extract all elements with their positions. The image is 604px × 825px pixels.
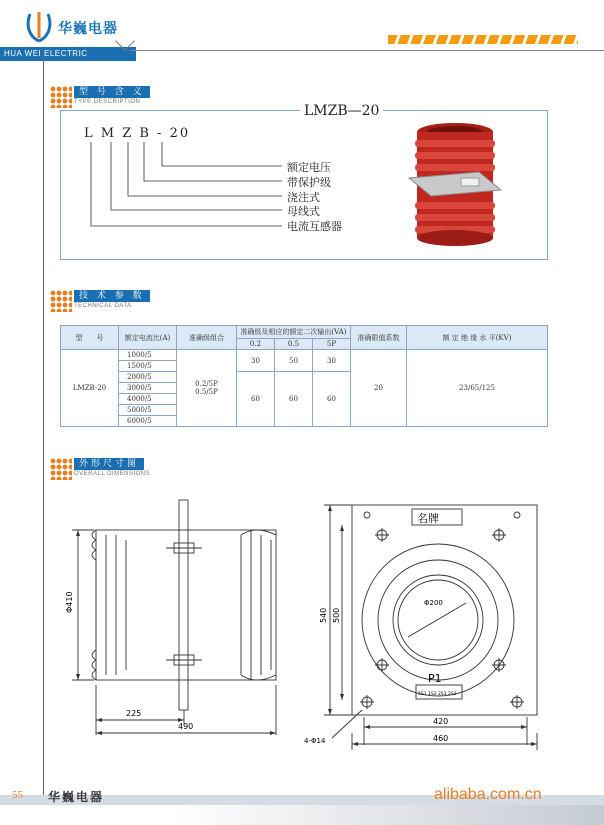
cell-02-row2: 60 — [237, 372, 275, 427]
cell-ratio: 5000/5 — [119, 405, 177, 416]
cell-ratio: 2000/5 — [119, 372, 177, 383]
dot-grid-icon — [50, 86, 72, 108]
dim-holes: 4-Φ14 — [304, 737, 326, 745]
footer-gradient — [170, 805, 604, 825]
page-number: 55 — [12, 789, 23, 801]
dim-width-490: 490 — [178, 722, 194, 731]
dot-grid-icon — [50, 458, 72, 480]
cell-5p-row1: 30 — [313, 350, 351, 372]
terminal-labels: 1S1 1S2 2S1 2S2 — [418, 692, 457, 697]
combo-line: 0.5/5P — [195, 388, 218, 396]
th-model: 型 号 — [61, 326, 119, 350]
cell-ratio: 1500/5 — [119, 361, 177, 372]
th-ratio: 额定电流比(A) — [119, 326, 177, 350]
left-margin-rule — [43, 58, 44, 798]
section-title-tech: 技 术 参 数 — [74, 290, 150, 302]
cell-limit: 20 — [351, 350, 407, 427]
th-combo: 准确级组合 — [177, 326, 237, 350]
th-class-5p: 5P — [313, 339, 351, 350]
section-subtitle-tech: TECHNICAL DATA — [74, 303, 132, 309]
meaning-current-transformer: 电流互感器 — [287, 220, 342, 233]
front-view-drawing — [304, 495, 548, 750]
hua-wei-logo-icon — [24, 10, 54, 44]
dim-height-540: 540 — [319, 607, 328, 623]
header-rule — [130, 50, 604, 51]
cell-model: LMZB-20 — [61, 350, 119, 427]
tech-data-table — [60, 325, 548, 427]
brand-name-en: HUA WEI ELECTRIC — [4, 49, 88, 58]
cell-combo — [177, 350, 237, 427]
dot-grid-icon — [50, 290, 72, 312]
cell-05-row2: 60 — [275, 372, 313, 427]
section-subtitle-dims: OVERALL DIMENSIONS — [74, 471, 151, 477]
model-name: LMZB—20 — [300, 103, 383, 119]
dim-width-460: 460 — [433, 734, 449, 743]
section-subtitle-model: TYPE DESCRIPTION — [74, 99, 141, 105]
cell-02-row1: 30 — [237, 350, 275, 372]
cell-5p-row2: 60 — [313, 372, 351, 427]
product-photo — [409, 120, 501, 250]
th-limit: 准确限值系数 — [351, 326, 407, 350]
table-row — [61, 350, 548, 361]
section-title-model: 型 号 含 义 — [74, 86, 150, 98]
combo-line: 0.2/5P — [195, 380, 218, 388]
cell-ratio: 4000/5 — [119, 394, 177, 405]
meaning-protection-class: 带保护级 — [287, 176, 331, 189]
meaning-cast-type: 浇注式 — [287, 191, 320, 204]
model-code-leader-lines — [84, 140, 284, 235]
dim-diameter-410: Φ410 — [65, 591, 74, 613]
meaning-rated-voltage: 额定电压 — [287, 161, 331, 174]
cell-ratio: 6000/5 — [119, 416, 177, 427]
model-code-letters: L M Z B - 20 — [84, 126, 191, 141]
th-insulation: 额 定 绝 缘 水 平(KV) — [407, 326, 548, 350]
dim-diameter-200: Φ200 — [424, 599, 443, 607]
side-view-drawing — [66, 495, 288, 745]
cell-05-row1: 50 — [275, 350, 313, 372]
th-class-05: 0.5 — [275, 339, 313, 350]
header-stripes — [388, 35, 578, 44]
table-header-row — [61, 326, 548, 339]
footer-brand: 华巍电器 — [48, 790, 105, 804]
dim-height-500: 500 — [332, 607, 341, 623]
th-group: 准确级及相应的额定二次输出(VA) — [237, 326, 351, 339]
brand-name-cn: 华巍电器 — [58, 21, 118, 37]
nameplate-label: 名牌 — [417, 512, 439, 525]
cell-ratio: 3000/5 — [119, 383, 177, 394]
meaning-busbar-type: 母线式 — [287, 205, 320, 218]
dim-width-225: 225 — [126, 709, 142, 718]
watermark: alibaba.com.cn — [434, 786, 542, 803]
section-title-dims: 外形尺寸图 — [74, 458, 144, 470]
terminal-p1-label: P1 — [428, 672, 442, 685]
dim-width-420: 420 — [433, 717, 449, 726]
cell-insulation: 23/65/125 — [407, 350, 548, 427]
cell-ratio: 1000/5 — [119, 350, 177, 361]
th-class-02: 0.2 — [237, 339, 275, 350]
